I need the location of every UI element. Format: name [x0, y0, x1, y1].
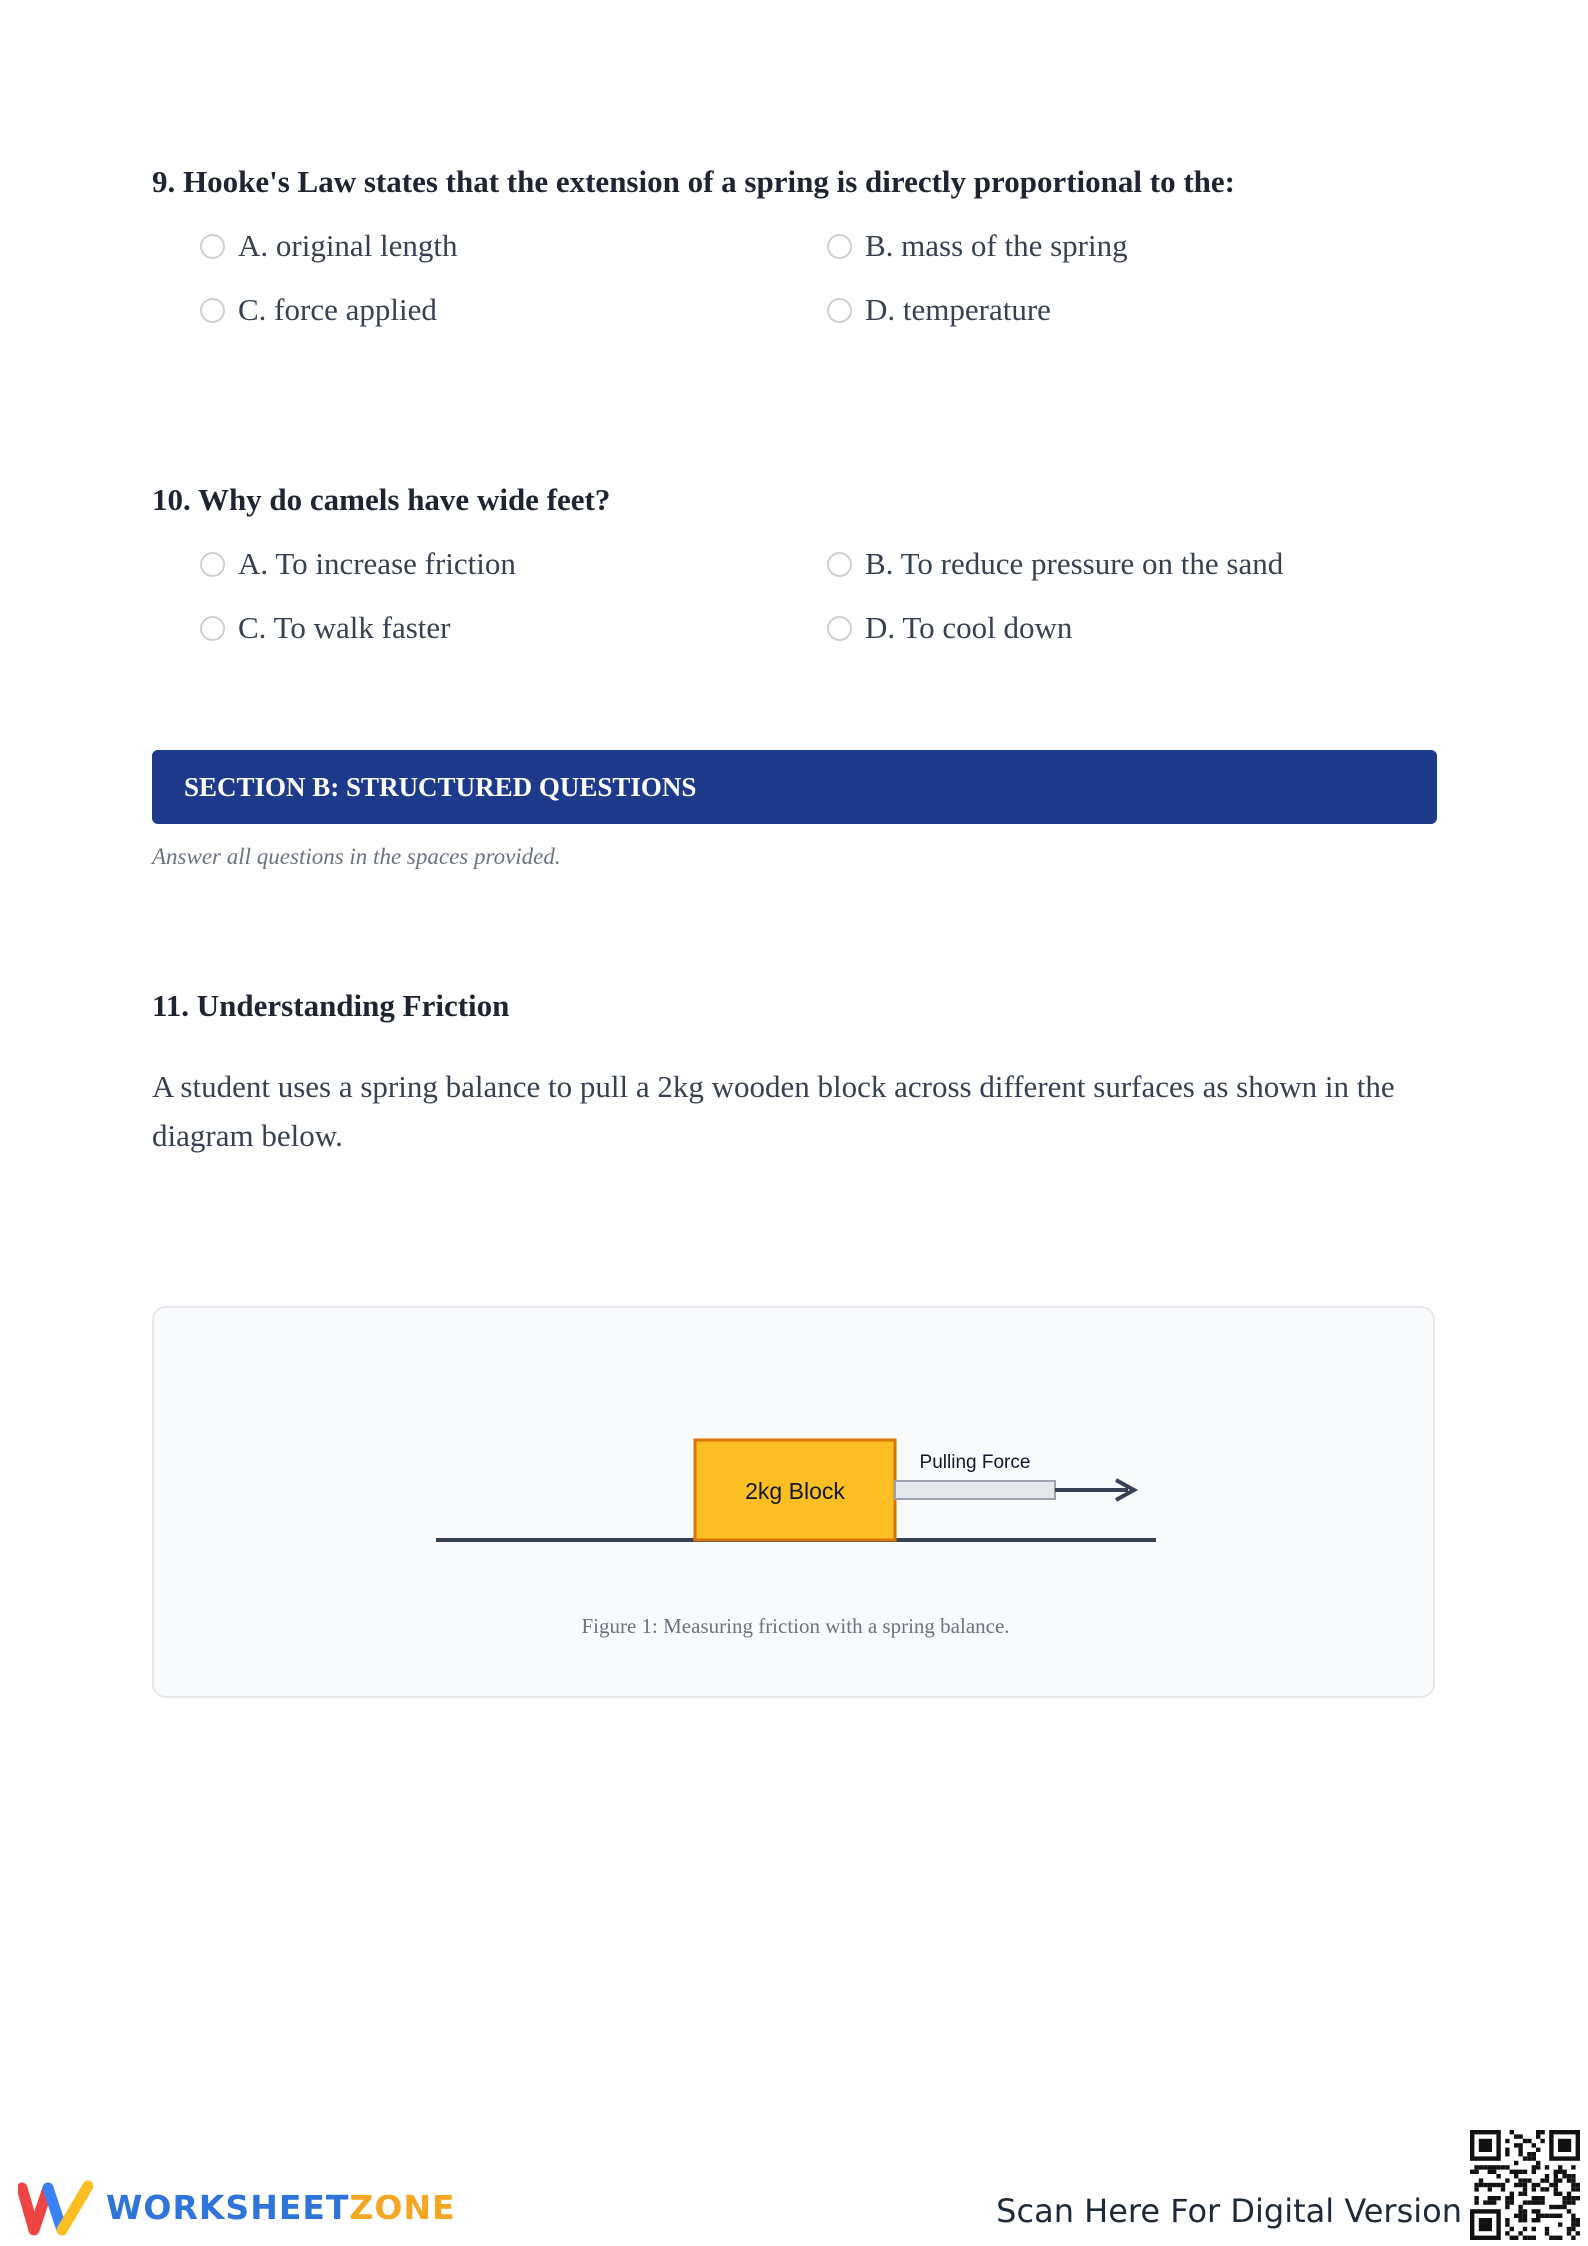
section-b-banner	[152, 750, 1437, 824]
option-label: C. force applied	[238, 292, 437, 327]
q9-option-b[interactable]	[827, 228, 1128, 264]
q10-option-b[interactable]	[827, 546, 1283, 582]
radio-button[interactable]	[200, 234, 225, 259]
question-9-title: 9. Hooke's Law states that the extension of a spring is directly proportional to the:	[152, 164, 1235, 199]
scan-instruction: Scan Here For Digital Version	[996, 2192, 1462, 2230]
qr-code-icon[interactable]	[1470, 2130, 1580, 2240]
question-11-text: A student uses a spring balance to pull a 2kg wooden block across different surfaces as shown in the diagram below.	[152, 1069, 1395, 1153]
figure-caption: Figure 1: Measuring friction with a spring balance.	[581, 1614, 1010, 1638]
figure-container	[152, 1306, 1435, 1698]
option-label: A. To increase friction	[238, 546, 516, 581]
option-label: B. To reduce pressure on the sand	[865, 546, 1284, 581]
brand-name	[106, 2188, 456, 2227]
option-label: D. To cool down	[865, 610, 1073, 645]
option-label: C. To walk faster	[238, 610, 451, 645]
force-label: Pulling Force	[919, 1452, 1031, 1473]
option-label: D. temperature	[865, 292, 1051, 327]
friction-diagram	[154, 1308, 1437, 1700]
radio-button[interactable]	[827, 552, 852, 577]
q9-option-a[interactable]	[200, 228, 458, 264]
q9-option-c[interactable]	[200, 292, 437, 328]
q10-option-c[interactable]	[200, 610, 451, 646]
question-10-title: 10. Why do camels have wide feet?	[152, 482, 611, 517]
radio-button[interactable]	[827, 616, 852, 641]
radio-button[interactable]	[827, 298, 852, 323]
worksheetzone-logo-icon	[18, 2180, 93, 2238]
q10-option-a[interactable]	[200, 546, 516, 582]
brand-part-2: ZONE	[349, 2188, 456, 2227]
q10-option-d[interactable]	[827, 610, 1072, 646]
q9-option-d[interactable]	[827, 292, 1051, 328]
radio-button[interactable]	[200, 552, 225, 577]
brand-part-1: WORKSHEET	[106, 2188, 350, 2227]
section-b-title: SECTION B: STRUCTURED QUESTIONS	[184, 772, 697, 802]
section-b-instruction: Answer all questions in the spaces provided.	[152, 844, 561, 869]
radio-button[interactable]	[827, 234, 852, 259]
option-label: B. mass of the spring	[865, 228, 1128, 263]
option-label: A. original length	[238, 228, 458, 263]
block-label: 2kg Block	[745, 1478, 845, 1504]
question-11-title: 11. Understanding Friction	[152, 988, 510, 1023]
spring-balance	[895, 1481, 1055, 1499]
radio-button[interactable]	[200, 298, 225, 323]
radio-button[interactable]	[200, 616, 225, 641]
